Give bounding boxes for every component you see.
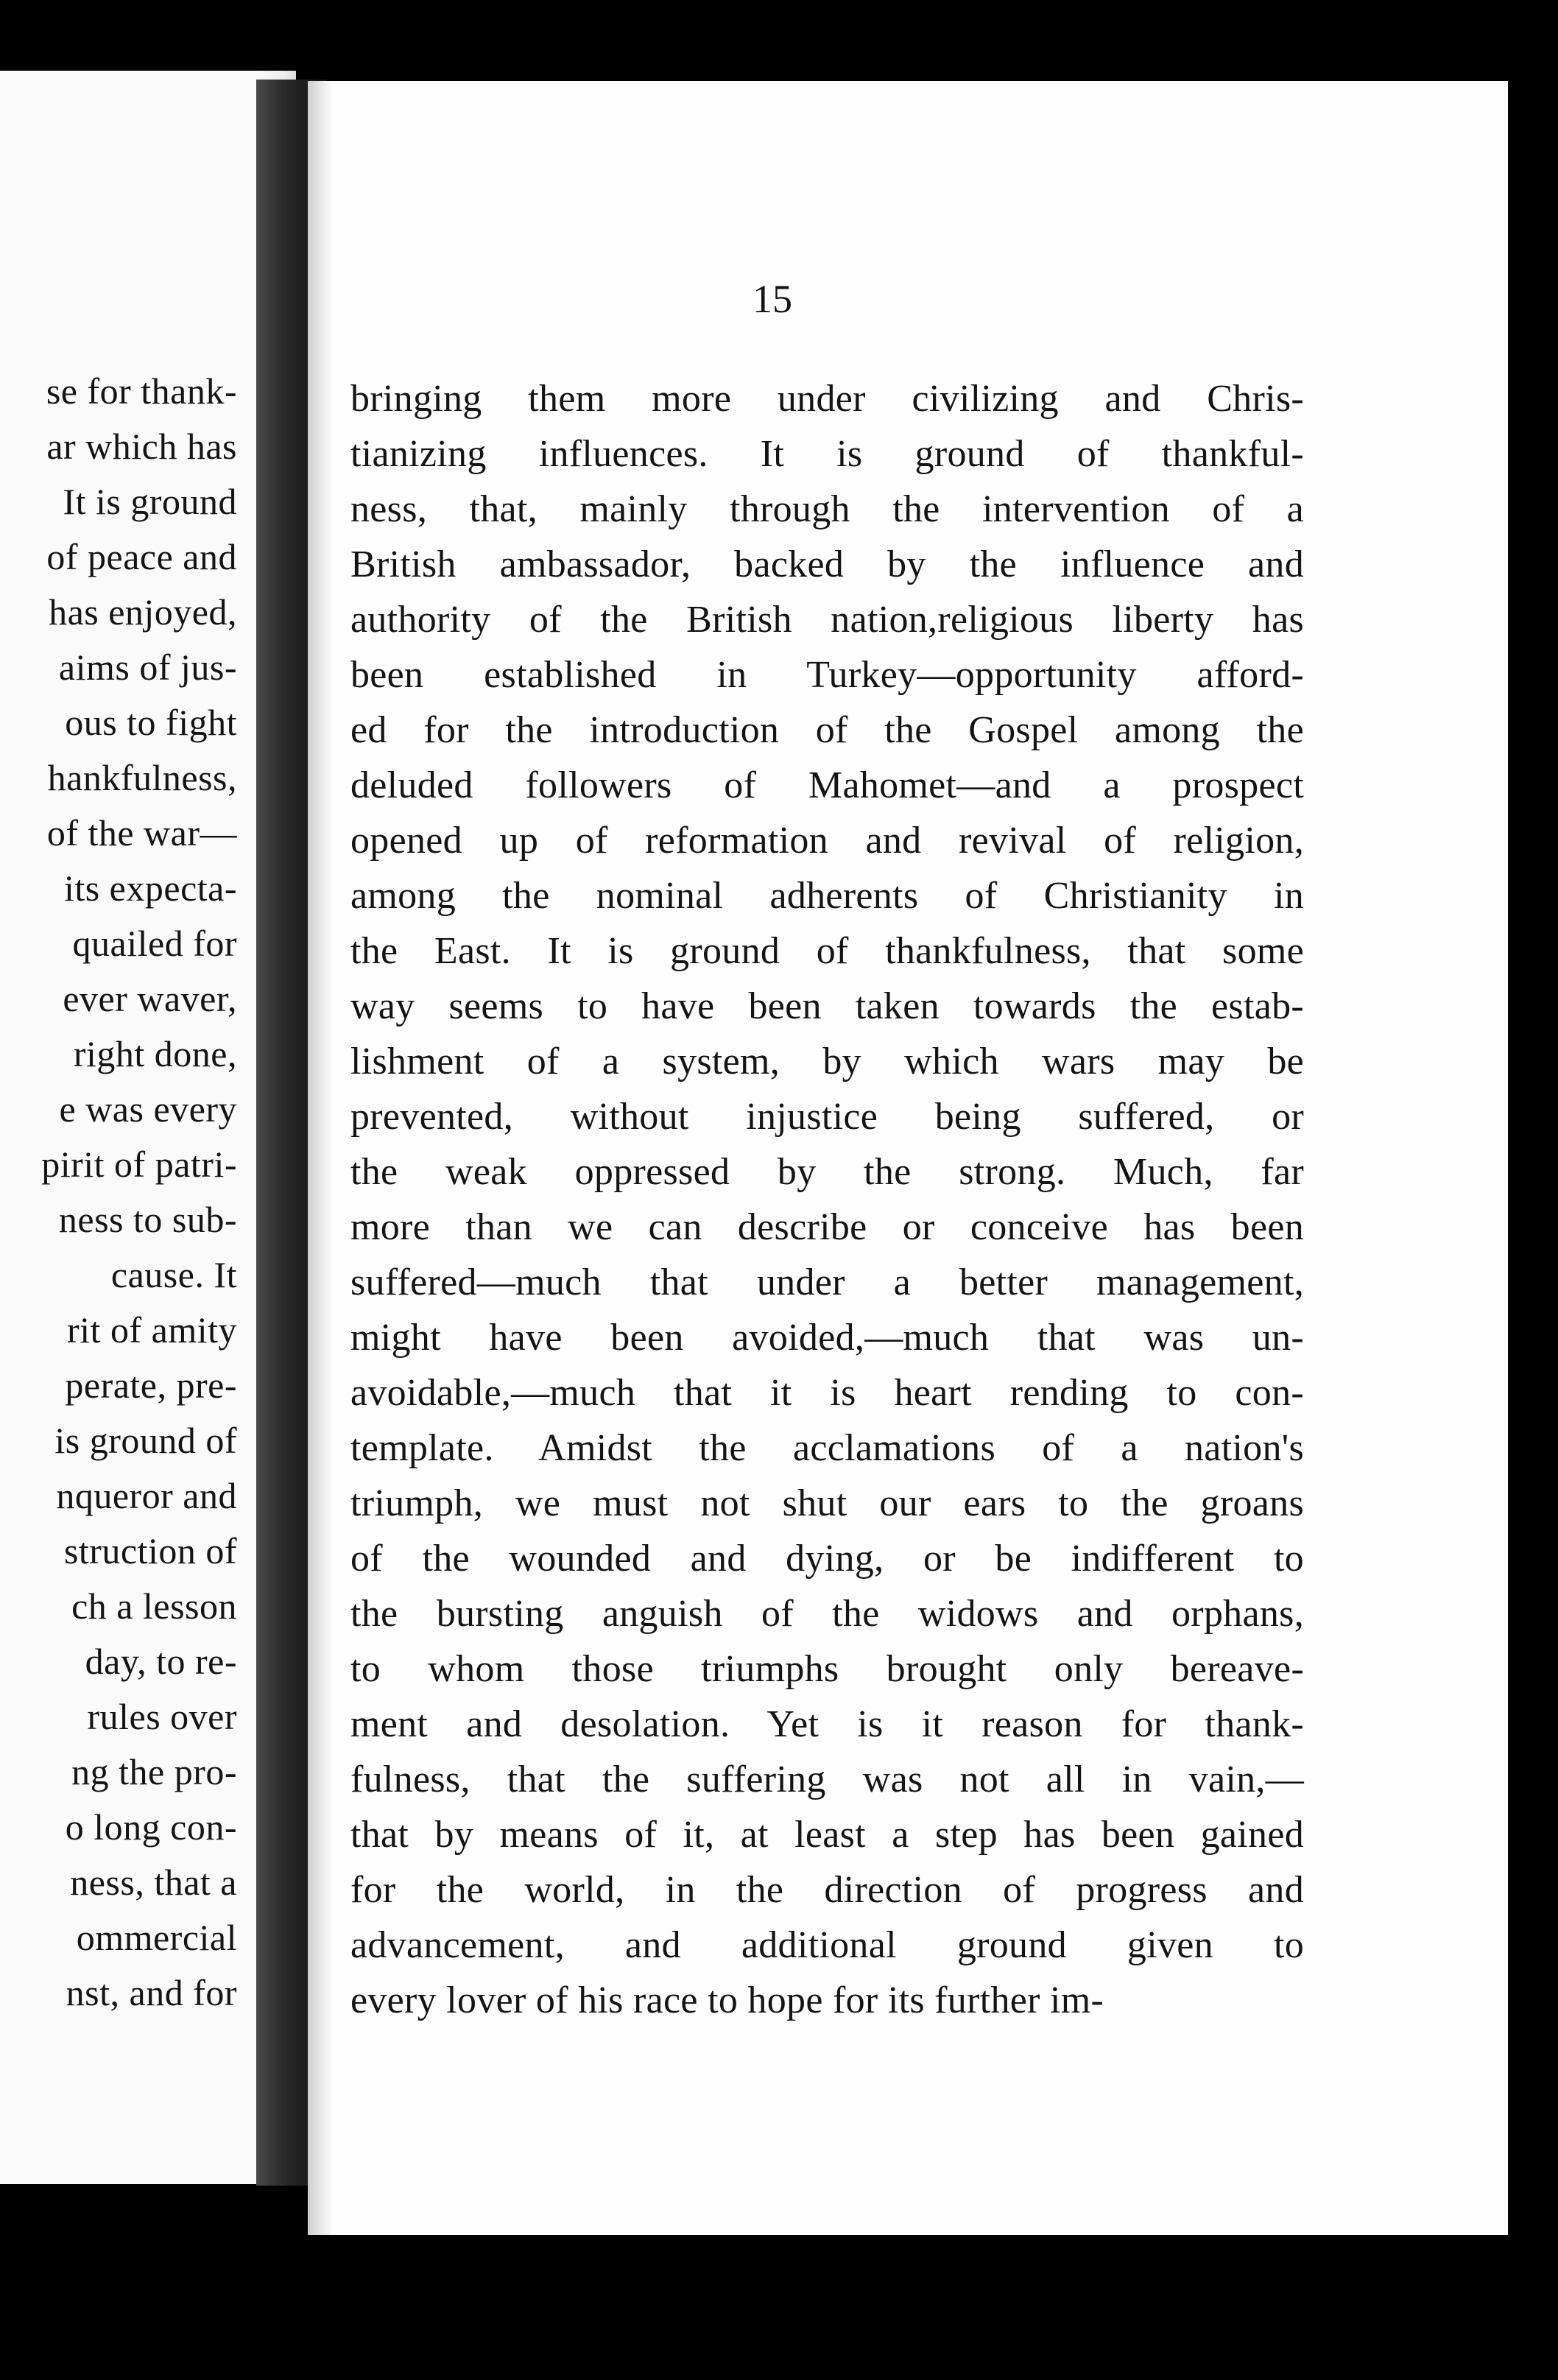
- left-page-text-line: day, to re-: [85, 1641, 237, 1682]
- left-page-text-line: its expecta-: [63, 867, 237, 909]
- body-text-line: advancement, and additional ground given to: [350, 1924, 1304, 1966]
- left-page-text-line: quailed for: [72, 923, 237, 964]
- body-text-line: the East. It is ground of thankfulness, that some: [350, 930, 1304, 972]
- body-text-line: the bursting anguish of the widows and orphans,: [350, 1593, 1304, 1635]
- body-text-line: authority of the British nation,religious liberty has: [350, 599, 1304, 641]
- left-page-text-line: rit of amity: [67, 1309, 237, 1351]
- body-text-line: suffered—much that under a better management,: [350, 1261, 1304, 1303]
- left-page-text-line: is ground of: [54, 1420, 237, 1461]
- body-text-line: way seems to have been taken towards the estab-: [350, 985, 1304, 1027]
- left-page-text-line: o long con-: [65, 1806, 237, 1848]
- body-text-line: the weak oppressed by the strong. Much, far: [350, 1151, 1304, 1193]
- left-page-text-line: rules over: [87, 1696, 237, 1737]
- left-page-text-line: ar which has: [46, 426, 237, 467]
- left-page-text-line: pirit of patri-: [41, 1144, 237, 1185]
- left-page-text-line: e was every: [59, 1088, 237, 1130]
- body-text-line: among the nominal adherents of Christianity in: [350, 875, 1304, 917]
- left-page-text-line: ness to sub-: [58, 1199, 237, 1240]
- left-page-text-line: ommercial: [76, 1917, 237, 1958]
- body-text-line: British ambassador, backed by the influence and: [350, 543, 1304, 585]
- left-page-text-line: ever waver,: [63, 978, 237, 1019]
- body-text-line: ment and desolation. Yet is it reason for thank-: [350, 1703, 1304, 1745]
- body-text-line: of the wounded and dying, or be indifferent to: [350, 1538, 1304, 1580]
- body-text-line: deluded followers of Mahomet—and a prospect: [350, 764, 1304, 806]
- right-page: [308, 81, 1508, 2235]
- left-page-text-line: perate, pre-: [65, 1365, 237, 1406]
- left-page-text-line: hankfulness,: [47, 757, 237, 798]
- left-page-text-line: ng the pro-: [71, 1751, 237, 1792]
- left-page-text-line: nqueror and: [56, 1475, 237, 1516]
- left-page-text-line: ous to fight: [65, 702, 237, 743]
- body-text-line: fulness, that the suffering was not all in vain,—: [350, 1758, 1304, 1800]
- body-text-line: bringing them more under civilizing and Chris-: [350, 378, 1304, 420]
- body-text-line: tianizing influences. It is ground of thankful-: [350, 433, 1304, 475]
- body-text-line: more than we can describe or conceive has been: [350, 1206, 1304, 1248]
- left-page-text-line: cause. It: [110, 1254, 237, 1295]
- left-page-text-line: aims of jus-: [58, 647, 237, 688]
- left-page-text-line: nst, and for: [66, 1972, 237, 2013]
- left-page-text-line: of the war—: [46, 812, 237, 853]
- body-text-line: avoidable,—much that it is heart rending to con-: [350, 1372, 1304, 1414]
- right-page-gutter-shadow: [308, 81, 333, 2235]
- body-text-line: every lover of his race to hope for its further im-: [350, 1979, 1104, 2021]
- body-text-line: to whom those triumphs brought only bereave-: [350, 1648, 1304, 1690]
- body-text-line: might have been avoided,—much that was un-: [350, 1317, 1304, 1359]
- left-page: [0, 71, 296, 2184]
- left-page-text-line: of peace and: [46, 536, 237, 577]
- left-page-text-line: struction of: [63, 1530, 237, 1571]
- body-text-line: ed for the introduction of the Gospel among the: [350, 709, 1304, 751]
- left-page-text-line: right done,: [73, 1033, 237, 1074]
- body-text-line: prevented, without injustice being suffered, or: [350, 1096, 1304, 1138]
- body-text-line: lishment of a system, by which wars may be: [350, 1041, 1304, 1082]
- body-text-line: for the world, in the direction of progress and: [350, 1869, 1304, 1911]
- left-page-text-line: ch a lesson: [71, 1585, 237, 1627]
- left-page-text-line: has enjoyed,: [49, 591, 237, 633]
- body-text-line: triumph, we must not shut our ears to the groans: [350, 1482, 1304, 1524]
- body-text-line: that by means of it, at least a step has been gained: [350, 1814, 1304, 1856]
- body-text: [350, 371, 1304, 2028]
- left-page-text-line: se for thank-: [46, 370, 237, 412]
- body-text-line: opened up of reformation and revival of religion,: [350, 820, 1304, 862]
- page-number: 15: [752, 277, 792, 321]
- body-text-line: template. Amidst the acclamations of a nation's: [350, 1427, 1304, 1469]
- left-page-text: [41, 364, 237, 2021]
- left-page-text-line: It is ground: [63, 481, 237, 522]
- body-text-line: been established in Turkey—opportunity afford-: [350, 654, 1304, 696]
- left-page-text-line: ness, that a: [70, 1862, 237, 1903]
- body-text-line: ness, that, mainly through the intervention of a: [350, 488, 1304, 530]
